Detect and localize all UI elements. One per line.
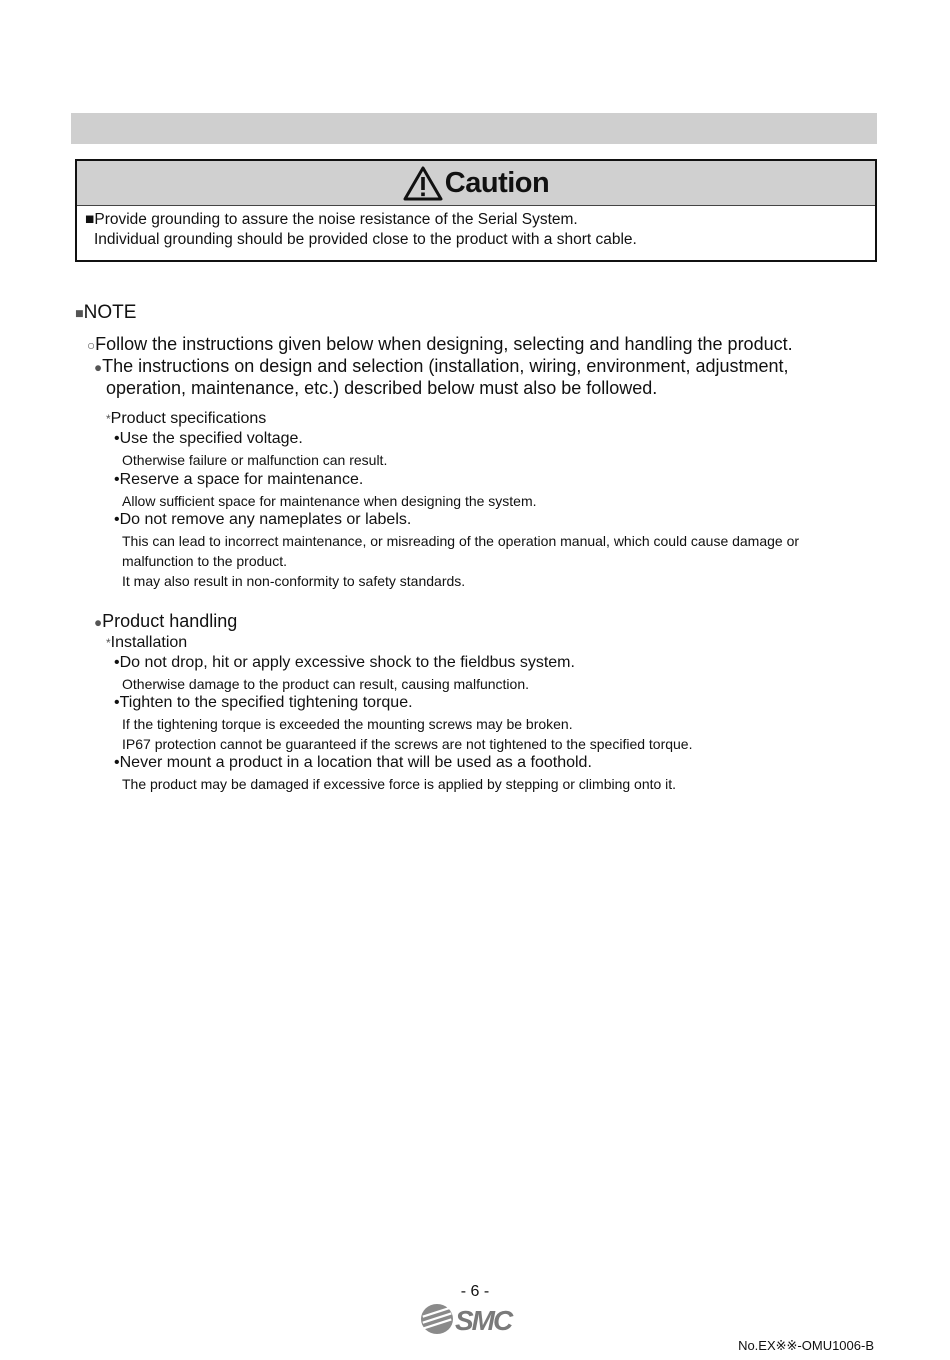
dot-bullet-icon: ● — [94, 360, 103, 375]
note-design-line-1: ●The instructions on design and selection (installation, wiring, environment, adjustment, — [94, 356, 789, 376]
spec-item-line: This can lead to incorrect maintenance, or misreading of the operation manual, which could cause damage or — [122, 533, 800, 549]
spec-item-line: It may also result in non-conformity to safety standards. — [122, 573, 466, 589]
dot-bullet-icon: • — [114, 511, 120, 528]
caution-line-1: ■Provide grounding to assure the noise resistance of the Serial System. — [85, 211, 578, 228]
handling-heading: ●Product handling — [94, 611, 238, 631]
caution-box — [75, 159, 877, 262]
svg-text:SMC: SMC — [455, 1305, 512, 1336]
spec-item-line: malfunction to the product. — [122, 553, 287, 569]
dot-bullet-icon: • — [114, 694, 120, 711]
spec-item-title: •Use the specified voltage. — [114, 430, 303, 447]
note-heading: ■NOTE — [75, 302, 137, 323]
square-bullet-icon: ■ — [75, 306, 84, 322]
installation-item-title: •Tighten to the specified tightening torque. — [114, 694, 413, 711]
caution-line-2: Individual grounding should be provided close to the product with a short cable. — [94, 231, 637, 248]
installation-item-line: Otherwise damage to the product can result, causing malfunction. — [122, 676, 529, 692]
spec-item-line: Otherwise failure or malfunction can result. — [122, 452, 388, 468]
installation-item-line: If the tightening torque is exceeded the mounting screws may be broken. — [122, 716, 573, 732]
caution-body — [77, 206, 875, 250]
installation-item-line: The product may be damaged if excessive force is applied by stepping or climbing onto it. — [122, 776, 677, 792]
section-header-bar — [71, 113, 877, 144]
note-follow: ○Follow the instructions given below when designing, selecting and handling the product. — [87, 334, 793, 354]
dot-bullet-icon: • — [114, 754, 120, 771]
installation-heading: *Installation — [106, 634, 188, 651]
specs-heading: *Product specifications — [106, 410, 267, 427]
installation-item-title: •Never mount a product in a location that will be used as a foothold. — [114, 754, 592, 771]
dot-bullet-icon: ● — [94, 615, 103, 630]
circle-bullet-icon: ○ — [87, 338, 96, 353]
page-number: - 6 - — [460, 1283, 490, 1300]
installation-item-title: •Do not drop, hit or apply excessive shock to the fieldbus system. — [114, 654, 575, 671]
note-design-line-2: operation, maintenance, etc.) described below must also be followed. — [106, 378, 658, 398]
warning-triangle-icon — [403, 165, 443, 201]
caution-title: Caution — [444, 166, 550, 199]
spec-item-line: Allow sufficient space for maintenance when designing the system. — [122, 493, 537, 509]
smc-logo-icon — [420, 1302, 530, 1336]
caution-header — [77, 161, 875, 206]
dot-bullet-icon: • — [114, 430, 120, 447]
asterisk-bullet-icon: * — [106, 412, 111, 426]
asterisk-bullet-icon: * — [106, 636, 111, 650]
spec-item-title: •Do not remove any nameplates or labels. — [114, 511, 412, 528]
document-number: No.EX※※-OMU1006-B — [738, 1338, 874, 1353]
dot-bullet-icon: • — [114, 471, 120, 488]
installation-item-line: IP67 protection cannot be guaranteed if the screws are not tightened to the specified torque. — [122, 736, 693, 752]
dot-bullet-icon: • — [114, 654, 120, 671]
spec-item-title: •Reserve a space for maintenance. — [114, 471, 364, 488]
